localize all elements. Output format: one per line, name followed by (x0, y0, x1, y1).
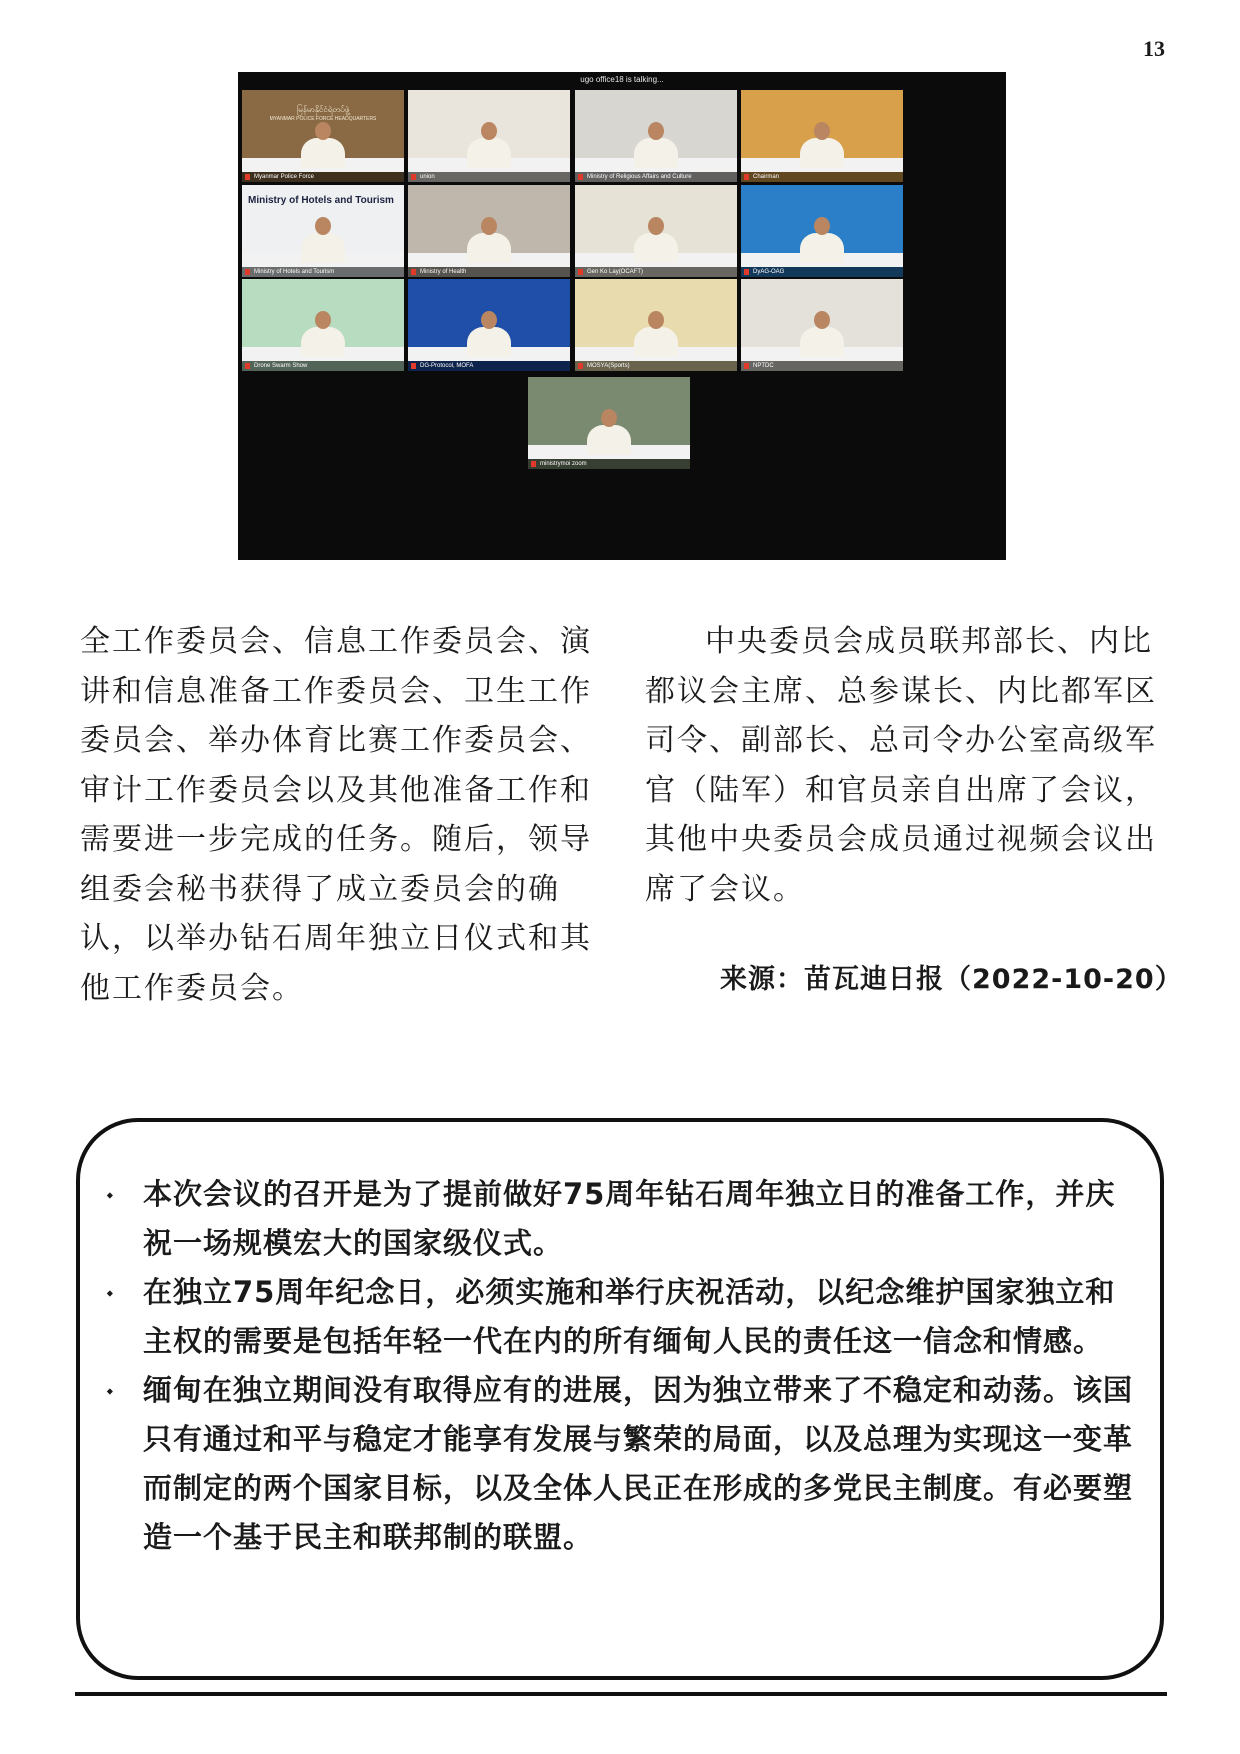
tile-caption: Ministry of Religious Affairs and Culture (575, 172, 737, 182)
participant (634, 327, 678, 357)
mic-indicator-icon (411, 269, 416, 275)
tile-banner-burmese: မြန်မာနိုင်ငံရဲတပ်ဖွဲ့ (296, 105, 350, 114)
mic-indicator-icon (411, 363, 416, 369)
participant (800, 138, 844, 168)
summary-point: ⬩ 在独立75周年纪念日，必须实施和举行庆祝活动，以纪念维护国家独立和主权的需要是包括年轻一代在内的所有缅甸人民的责任这一信念和情感。 (105, 1268, 1145, 1366)
participant (634, 233, 678, 263)
summary-list (105, 1170, 1145, 1562)
bullet-icon: ⬩ (107, 1185, 114, 1204)
video-tile (575, 279, 737, 371)
bottom-rule (75, 1692, 1167, 1696)
video-tile (575, 90, 737, 182)
mic-indicator-icon (245, 363, 250, 369)
tile-caption: DyAG-OAG (741, 267, 903, 277)
summary-point: ⬩ 本次会议的召开是为了提前做好75周年钻石周年独立日的准备工作，并庆祝一场规模宏大的国家级仪式。 (105, 1170, 1145, 1268)
article-right-column (645, 617, 1165, 914)
participant (467, 233, 511, 263)
tile-caption: Ministry of Health (408, 267, 570, 277)
bullet-icon: ⬩ (107, 1381, 114, 1400)
participant (800, 327, 844, 357)
tile-caption: DG-Protocol, MOFA (408, 361, 570, 371)
video-tile (242, 90, 404, 182)
mic-indicator-icon (245, 174, 250, 180)
video-tile (408, 90, 570, 182)
bullet-icon: ⬩ (107, 1283, 114, 1302)
article-source: 来源：苗瓦迪日报（2022-10-20） (720, 964, 1183, 995)
tile-caption: ministrymoi zoom (528, 459, 690, 469)
talking-indicator: ugo office18 is talking... (580, 75, 664, 84)
mic-indicator-icon (245, 269, 250, 275)
participant (301, 233, 345, 263)
participant (634, 138, 678, 168)
mic-indicator-icon (531, 461, 536, 467)
video-tile (528, 377, 690, 469)
participant (467, 327, 511, 357)
mic-indicator-icon (744, 269, 749, 275)
article-right-text: 中央委员会成员联邦部长、内比都议会主席、总参谋长、内比都军区司令、副部长、总司令办公室高级军官（陆军）和官员亲自出席了会议，其他中央委员会成员通过视频会议出席了会议。 (645, 624, 1157, 907)
mic-indicator-icon (578, 269, 583, 275)
article-left-text: 全工作委员会、信息工作委员会、演讲和信息准备工作委员会、卫生工作委员会、举办体育比赛工作委员会、审计工作委员会以及其他准备工作和需要进一步完成的任务。随后，领导组委会秘书获得了成立委员会的确认，以举办钻石周年独立日仪式和其他工作委员会。 (80, 624, 592, 1006)
video-tile (408, 185, 570, 277)
video-conference-photo (238, 72, 1006, 560)
tile-caption: Myanmar Police Force (242, 172, 404, 182)
tile-banner-english: MYANMAR POLICE FORCE HEADQUARTERS (269, 116, 377, 122)
tile-banner: Ministry of Hotels and Tourism (248, 195, 394, 206)
tile-caption: Chairman (741, 172, 903, 182)
participant (301, 138, 345, 168)
video-tile (575, 185, 737, 277)
mic-indicator-icon (744, 363, 749, 369)
tile-caption: NPTDC (741, 361, 903, 371)
tile-caption: MOSYA(Sports) (575, 361, 737, 371)
video-tile (242, 279, 404, 371)
participant (800, 233, 844, 263)
participant (587, 425, 631, 455)
video-tile (408, 279, 570, 371)
participant (467, 138, 511, 168)
video-tile (741, 90, 903, 182)
tile-caption: union (408, 172, 570, 182)
video-tile (741, 279, 903, 371)
tile-caption: Drone Swarm Show (242, 361, 404, 371)
mic-indicator-icon (744, 174, 749, 180)
mic-indicator-icon (411, 174, 416, 180)
video-tile (242, 185, 404, 277)
tile-caption: Gen Ko Lay(OCAFT) (575, 267, 737, 277)
summary-point: ⬩ 缅甸在独立期间没有取得应有的进展，因为独立带来了不稳定和动荡。该国只有通过和平与稳定才能享有发展与繁荣的局面，以及总理为实现这一变革而制定的两个国家目标，以及全体人民正在形成的多党民主制度。有必要塑造一个基于民主和联邦制的联盟。 (105, 1366, 1145, 1562)
video-tile (741, 185, 903, 277)
tile-caption: Ministry of Hotels and Tourism (242, 267, 404, 277)
page-number: 13 (1143, 36, 1165, 61)
article-left-column (80, 617, 600, 1013)
mic-indicator-icon (578, 174, 583, 180)
participant (301, 327, 345, 357)
mic-indicator-icon (578, 363, 583, 369)
